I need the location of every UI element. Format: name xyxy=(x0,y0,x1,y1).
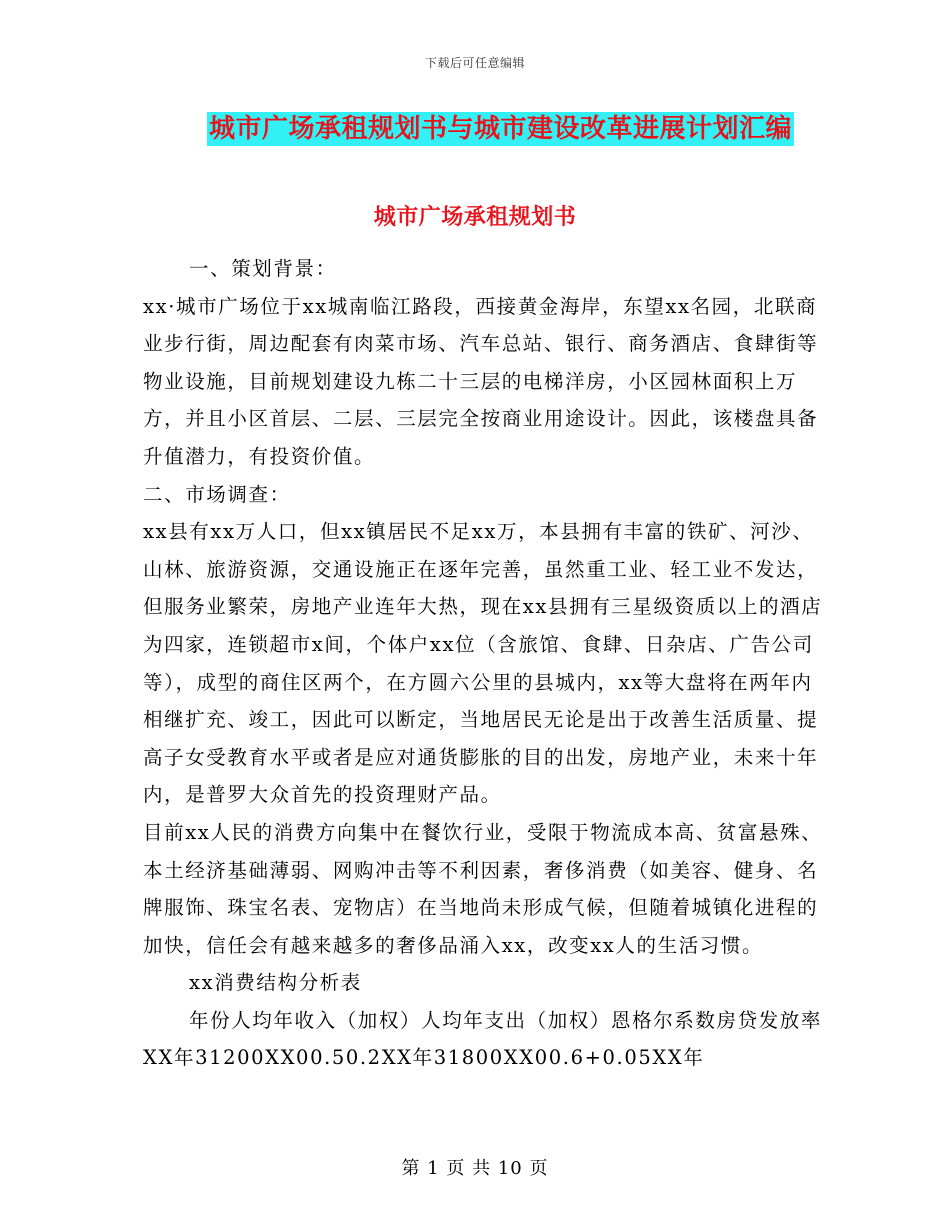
header-note: 下载后可任意编辑 xyxy=(424,56,525,70)
heading-background: 一、策划背景： xyxy=(189,257,337,280)
table-content: 年份人均年收入（加权）人均年支出（加权）恩格尔系数房贷发放率XX年31200XX00.50.2XX年31800XX00.6+0.05XX年 xyxy=(143,1008,823,1070)
document-body xyxy=(143,250,823,1077)
paragraph-background: xx·城市广场位于xx城南临江路段，西接黄金海岸，东望xx名园，北联商业步行街，周边配套有肉菜市场、汽车总站、银行、商务酒店、食肆街等物业设施，目前规划建设九栋二十三层的电梯洋房，小区园林面积上万方，并且小区首层、二层、三层完全按商业用途设计。因此，该楼盘具备升值潜力，有投资价值。 xyxy=(143,294,819,468)
page-footer xyxy=(0,1154,950,1180)
paragraph-consumption: 目前xx人民的消费方向集中在餐饮行业，受限于物流成本高、贫富悬殊、本土经济基础薄弱、网购冲击等不利因素，奢侈消费（如美容、健身、名牌服饰、珠宝名表、宠物店）在当地尚未形成气候，但随着城镇化进程的加快，信任会有越来越多的奢侈品涌入xx，改变xx人的生活习惯。 xyxy=(143,820,823,957)
heading-market-survey: 二、市场调查： xyxy=(143,482,291,506)
table-caption: xx消费结构分析表 xyxy=(189,971,362,995)
paragraph-market-survey: xx县有xx万人口，但xx镇居民不足xx万，本县拥有丰富的铁矿、河沙、山林、旅游资源，交通设施正在逐年完善，虽然重工业、轻工业不发达，但服务业繁荣，房地产业连年大热，现在xx县拥有三星级资质以上的酒店为四家，连锁超市x间，个体户xx位（含旅馆、食肆、日杂店、广告公司等），成型的商住区两个，在方圆六公里的县城内，xx等大盘将在两年内相继扩充、竣工，因此可以断定，当地居民无论是出于改善生活质量、提高子女受教育水平或者是应对通货膨胀的目的出发，房地产业，未来十年内，是普罗大众首先的投资理财产品。 xyxy=(143,520,823,807)
page-number-label: 第 1 页 共 10 页 xyxy=(401,1158,549,1179)
main-title-container xyxy=(207,112,807,146)
main-title: 城市广场承租规划书与城市建设改革进展计划汇编 xyxy=(209,114,793,144)
section-title: 城市广场承租规划书 xyxy=(373,204,577,230)
